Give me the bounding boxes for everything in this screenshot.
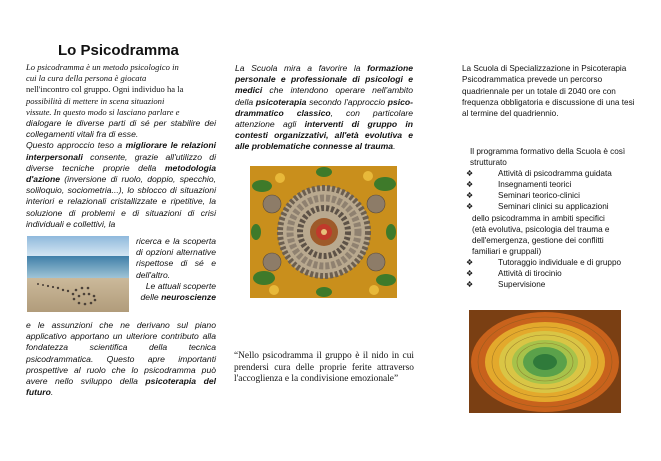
intro-line: nell'incontro col gruppo. Ogni individuo ha la (26, 84, 184, 95)
programme-list (466, 146, 646, 290)
list-subitem: familiari e gruppali) (472, 246, 542, 256)
intro-line: possibilità di mettere in scena situazioni (26, 95, 165, 106)
list-subitem: (età evolutiva, psicologia del trauma e (472, 224, 610, 234)
list-item (466, 257, 646, 268)
quote-text: “Nello psicodramma il gruppo è il nido in cui prendersi cura delle proprie ferite attraverso l'accoglienza e la condivisione emozionale” (234, 351, 414, 384)
neuroscience-paragraph: e le assunzioni che ne derivano sul piano applicativo apportano un ulteriore contributo alla fondatezza scientifica della tecnica psicodrammatica. Questo apre importanti prospettive al ruolo che lo psicodramma può avere nello sviluppo della psicoterapia del futuro. (26, 320, 216, 398)
intro-line: Lo psicodramma è un metodo psicologico in (26, 62, 179, 72)
diamond-bullet-icon: ❖ (466, 202, 474, 212)
intro-line: cui la cura della persona è giocata (26, 73, 147, 84)
list-item (466, 179, 646, 190)
list-item-label: Attività di tirocinio (498, 269, 562, 279)
wrap-text (136, 236, 216, 303)
neuro-line: Le attuali scoperte delle neuroscienze (140, 280, 216, 303)
list-subitem: dell'emergenza, gestione dei conflitti (472, 235, 604, 245)
diamond-bullet-icon: ❖ (466, 280, 474, 290)
diamond-bullet-icon: ❖ (466, 269, 474, 279)
list-item (466, 279, 646, 290)
diamond-bullet-icon: ❖ (466, 180, 474, 190)
list-item (466, 201, 646, 212)
approach-paragraph: Questo approccio teso a migliorare le relazioni interpersonali consente, grazie all'utilizzo di diverse tecniche proprie della metodologia d'azione (inversione di ruolo, doppio, specchio, soliloquio, sociometria...), lo sblocco di situazioni interiori e relazionali cristallizzate e ripetitive, la soluzione di problemi e di situazioni di crisi individuali e collettivi, la (26, 140, 216, 229)
diamond-bullet-icon: ❖ (466, 191, 474, 201)
intro-line: vissute. In questo modo si lasciano parlare e (26, 106, 180, 117)
column-2-text (235, 63, 413, 153)
page-title: Lo Psicodramma (58, 42, 179, 59)
list-subitem: dello psicodramma in ambiti specifici (472, 213, 605, 223)
column-1-text (26, 62, 216, 230)
list-item (466, 190, 646, 201)
list-item-label: Attività di psicodramma guidata (498, 169, 612, 179)
list-item-label: Tutoraggio individuale e di gruppo (498, 257, 622, 267)
list-item-label: Insegnamenti teorici (498, 180, 572, 190)
school-paragraph: La Scuola mira a favorire la formazione personale e professionale di psicologi e medici che intendono operare nell'ambito della psicoterapia secondo l'approccio psico-drammatico classico, con particolare attenzione agli interventi di gruppo in contesti organizzativi, all'età evolutiva e alle problematiche connesse al trauma. (235, 63, 414, 152)
column-3-intro: La Scuola di Specializzazione in Psicoterapia Psicodrammatica prevede un percorso quadriennale per un totale di 2040 ore con frequenza obbligatoria e discussione di una tesi al termine del quadriennio. (462, 64, 635, 119)
diamond-bullet-icon: ❖ (466, 257, 474, 267)
leaf-spiral-photo (469, 310, 621, 413)
list-item-label: Supervisione (498, 280, 546, 290)
beach-stone-spiral-photo (27, 236, 129, 312)
intro-line: dialogare le diverse parti di sé per stabilire dei collegamenti vitali fra di esse. (26, 118, 216, 140)
list-item (466, 168, 646, 179)
list-intro: Il programma formativo della Scuola è così strutturato (470, 147, 626, 168)
stone-mandala-photo (250, 166, 397, 298)
list-item-label: Seminari teorico-clinici (498, 191, 580, 201)
list-item-label: Seminari clinici su applicazioni (498, 202, 609, 212)
wrap-paragraph: ricerca e la scoperta di opzioni alternative rispettose di sé e dell'altro. (136, 236, 216, 280)
diamond-bullet-icon: ❖ (466, 169, 474, 179)
list-item (466, 268, 646, 279)
